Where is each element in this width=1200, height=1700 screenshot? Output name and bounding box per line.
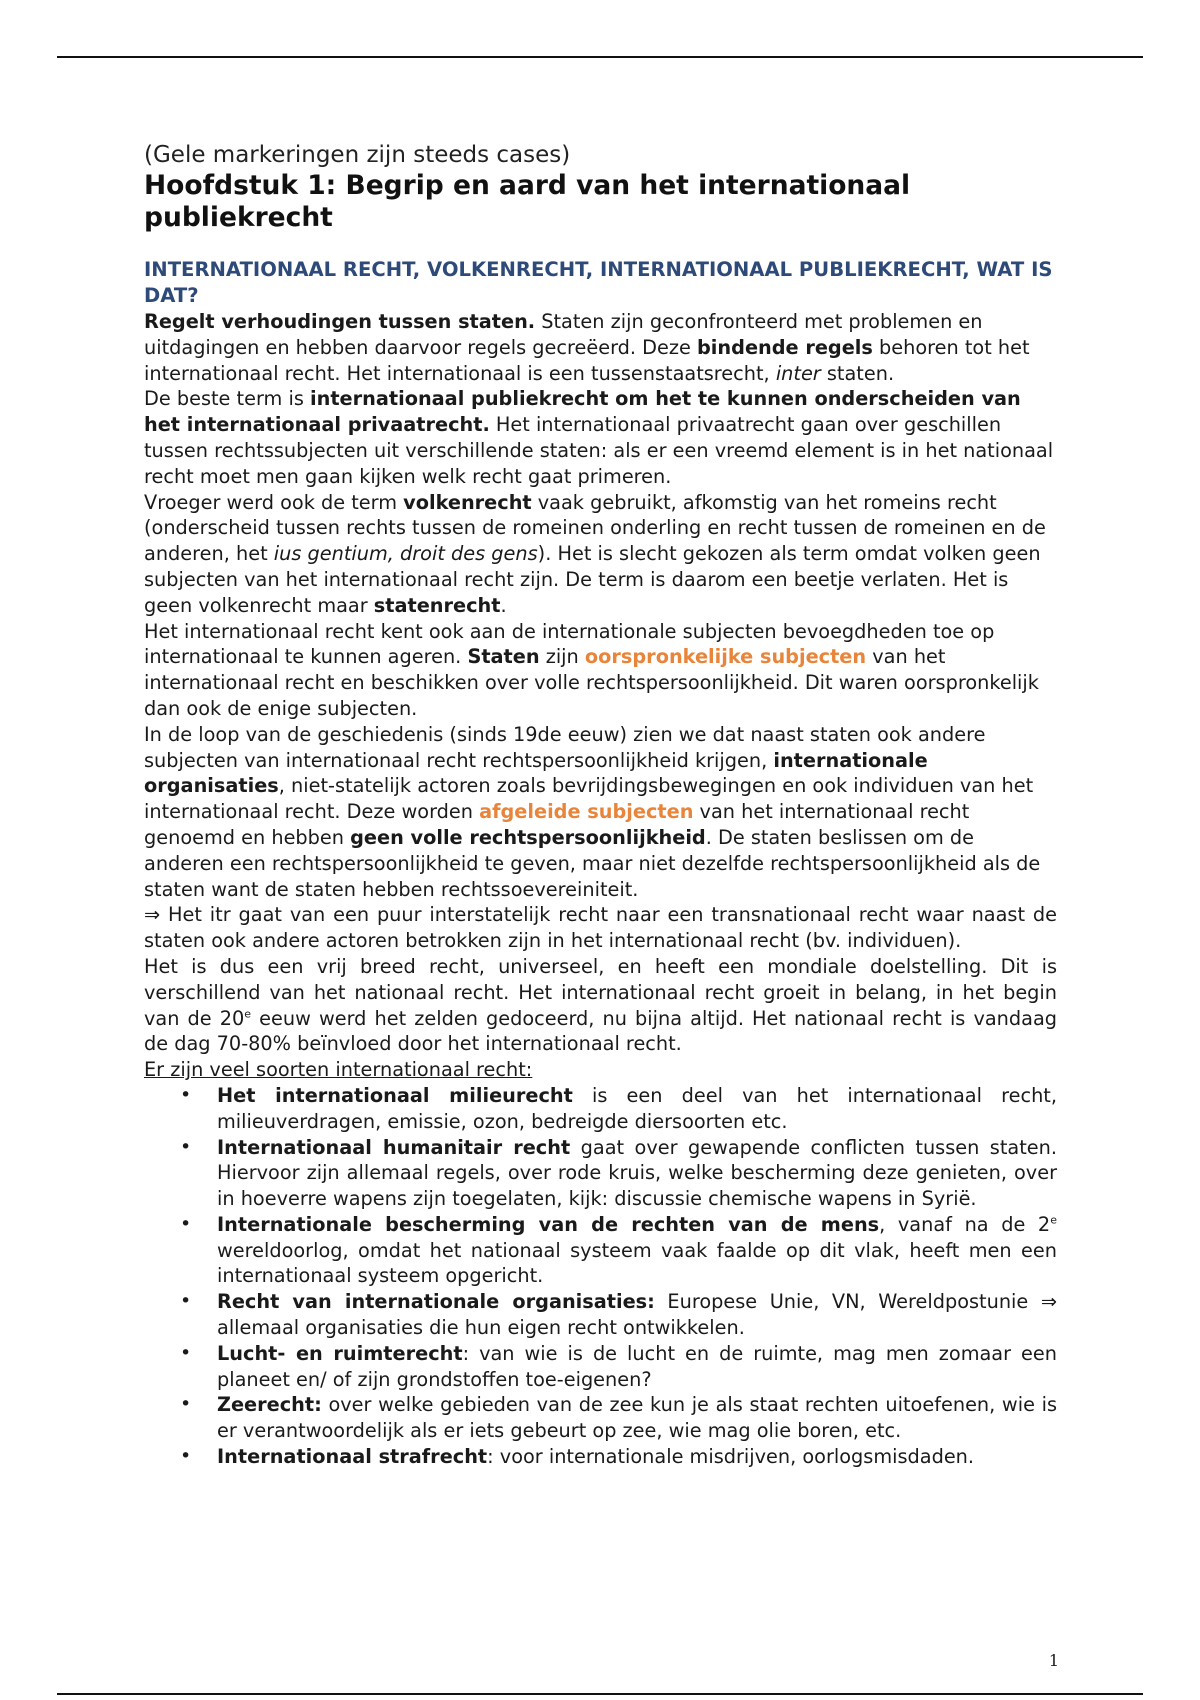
header-rule: [57, 56, 1143, 58]
bold-text: Internationale bescherming van de rechten van de mens: [217, 1212, 880, 1236]
highlighted-term: oorspronkelijke subjecten: [584, 645, 867, 669]
text-run: Vroeger werd ook de term: [144, 490, 404, 514]
bold-text: geen volle rechtspersoonlijkheid: [350, 825, 706, 849]
text-run: De beste term is: [144, 387, 310, 411]
bold-text: Internationaal strafrecht: [217, 1445, 488, 1469]
text-run: .: [500, 593, 507, 617]
paragraph-1: [144, 309, 1057, 386]
bold-text: Recht van internationale organisaties:: [217, 1290, 655, 1314]
text-run: is een deel van het internationaal recht, milieuverdragen, emissie, ozon, bedreigde diersoorten etc.: [217, 1083, 1057, 1133]
highlighted-term: afgeleide subjecten: [479, 800, 694, 824]
bold-text: Lucht- en ruimterecht: [217, 1341, 463, 1365]
paragraph-6: [144, 954, 1057, 1057]
bold-text: statenrecht: [373, 593, 501, 617]
text-run: over welke gebieden van de zee kun je als staat rechten uitoefenen, wie is er verantwoordelijk als er iets gebeurt op zee, wie mag olie boren, etc.: [217, 1393, 1057, 1443]
list-item: [217, 1392, 1057, 1444]
text-run: behoren tot het internationaal recht. Het internationaal is een tussenstaatsrecht,: [144, 335, 1030, 385]
italic-text: inter: [775, 361, 821, 385]
page-number: 1: [1048, 1651, 1059, 1670]
arrow-note: ⇒ Het itr gaat van een puur interstatelijk recht naar een transnationaal recht waar naast de staten ook andere actoren betrokken zijn in het internationaal recht (bv. individuen).: [144, 903, 1057, 953]
superscript: e: [1050, 1213, 1057, 1227]
text-run: Europese Unie, VN, Wereldpostunie ⇒ allemaal organisaties die hun eigen recht ontwikkelen.: [217, 1290, 1057, 1340]
text-run: wereldoorlog, omdat het nationaal systeem vaak faalde op dit vlak, heeft men een internationaal systeem opgericht.: [217, 1238, 1057, 1288]
list-item: [217, 1289, 1057, 1341]
paragraph-4: [144, 619, 1057, 722]
text-run: Staten zijn geconfronteerd met problemen en uitdagingen en hebben daarvoor regels gecreëerd. Deze: [144, 310, 983, 359]
superscript: e: [244, 1007, 252, 1021]
chapter-title: Hoofdstuk 1: Begrip en aard van het internationaal publiekrecht: [144, 170, 911, 233]
bold-text: volkenrecht: [403, 490, 532, 514]
italic-text: ius gentium, droit des gens: [273, 542, 538, 566]
law-types-list: [144, 1083, 1057, 1470]
text-run: staten.: [820, 361, 895, 385]
bold-text: internationaal publiekrecht om het te kunnen onderscheiden van het internationaal privaatrecht.: [144, 387, 1021, 437]
list-item: [217, 1135, 1057, 1212]
text-run: Het internationaal recht kent ook aan de internationale subjecten bevoegdheden toe op internationaal te kunnen ageren.: [144, 619, 995, 669]
text-run: zijn: [539, 645, 585, 669]
text-run: In de loop van de geschiedenis (sinds 19de eeuw) zien we dat naast staten ook andere subjecten van internationaal recht rechtspersoonlijkheid krijgen,: [144, 722, 986, 772]
text-run: : van wie is de lucht en de ruimte, mag men zomaar een planeet en/ of zijn grondstoffen toe-eigenen?: [217, 1341, 1057, 1391]
list-item: [217, 1341, 1057, 1393]
paragraph-5: [144, 722, 1057, 903]
text-run: Het is dus een vrij breed recht, universeel, en heeft een mondiale doelstelling. Dit is verschillend van het nationaal recht. Het internationaal recht groeit in belang, in het begin van de 20: [144, 954, 1057, 1030]
list-item: [217, 1212, 1057, 1289]
text-run: , niet-statelijk actoren zoals bevrijdingsbewegingen en ook individuen van het internationaal recht. Deze worden: [144, 774, 1034, 824]
paragraph-2: [144, 386, 1057, 489]
list-item: [217, 1083, 1057, 1135]
text-run: : voor internationale misdrijven, oorlogsmisdaden.: [487, 1445, 975, 1469]
footer-rule: [57, 1693, 1143, 1695]
bold-text: internationale organisaties: [144, 748, 928, 798]
text-run: van het internationaal recht en beschikken over volle rechtspersoonlijkheid. Dit waren oorspronkelijk dan ook de enige subjecten.: [144, 645, 1039, 720]
text-run: ). Het is slecht gekozen als term omdat volken geen subjecten van het internationaal recht zijn. De term is daarom een beetje verlaten. Het is geen volkenrecht maar: [144, 542, 1041, 617]
bold-text: Het internationaal milieurecht: [217, 1083, 573, 1107]
text-run: . De staten beslissen om de anderen een rechtspersoonlijkheid te geven, maar niet dezelfde rechtspersoonlijkheid als de staten want de staten hebben rechtssoevereiniteit.: [144, 825, 1041, 901]
highlight-note: (Gele markeringen zijn steeds cases): [144, 142, 571, 168]
text-run: eeuw werd het zelden gedoceerd, nu bijna altijd. Het nationaal recht is vandaag de dag 70-80% beïnvloed door het internationaal recht.: [144, 1006, 1058, 1056]
text-run: , vanaf na de 2: [879, 1212, 1051, 1236]
text-run: gaat over gewapende conflicten tussen staten. Hiervoor zijn allemaal regels, over rode kruis, welke bescherming deze genieten, over in hoeverre wapens zijn toegelaten, kijk: discussie chemische wapens in Syrië.: [217, 1135, 1057, 1211]
bold-text: Regelt verhoudingen tussen staten.: [144, 310, 536, 333]
bold-text: Internationaal humanitair recht: [217, 1135, 571, 1159]
document-body: [144, 140, 1057, 1470]
text-run: vaak gebruikt, afkomstig van het romeins recht (onderscheid tussen rechts tussen de romeinen onderling en recht tussen de romeinen en de anderen, het: [144, 490, 1046, 566]
bold-text: Staten: [467, 645, 540, 669]
bold-text: bindende regels: [697, 335, 873, 359]
list-title: Er zijn veel soorten internationaal recht:: [144, 1058, 533, 1082]
list-item: [217, 1444, 1057, 1470]
text-run: Het internationaal privaatrecht gaan over geschillen tussen rechtssubjecten uit verschillende staten: als er een vreemd element is in het nationaal recht moet men gaan kijken welk recht gaat primeren.: [144, 413, 1054, 488]
paragraph-3: [144, 490, 1057, 619]
bold-text: Zeerecht:: [217, 1393, 322, 1417]
text-run: van het internationaal recht genoemd en hebben: [144, 800, 970, 849]
section-heading: INTERNATIONAAL RECHT, VOLKENRECHT, INTERNATIONAAL PUBLIEKRECHT, WAT IS DAT?: [144, 258, 1053, 307]
